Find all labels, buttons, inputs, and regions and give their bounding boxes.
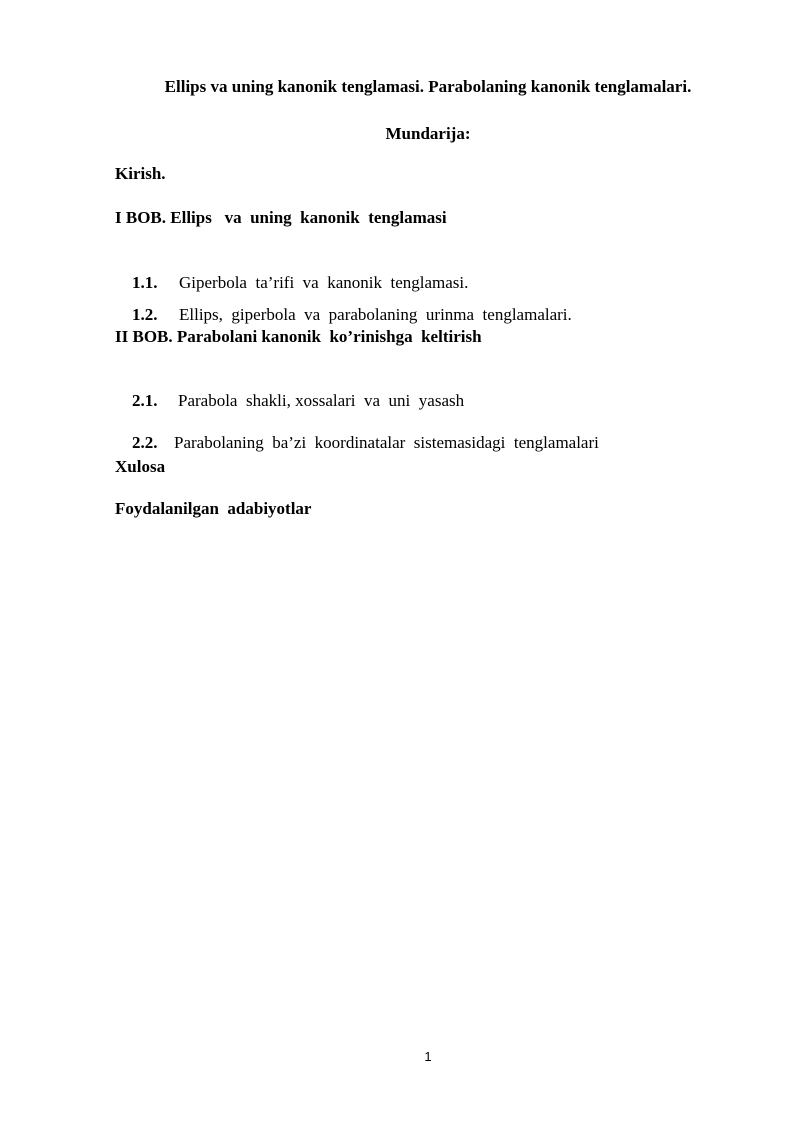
toc-section-number: 1.1. xyxy=(132,273,158,292)
toc-section-number: 2.2. xyxy=(132,433,158,452)
document-title: Ellips va uning kanonik tenglamasi. Parabolaning kanonik tenglamalari. xyxy=(164,77,692,96)
toc-heading: Mundarija: xyxy=(385,124,471,143)
page-number: 1 xyxy=(424,1049,432,1064)
toc-section-label: Ellips, giperbola va parabolaning urinma tenglamalari. xyxy=(179,305,572,324)
toc-section-number: 1.2. xyxy=(132,305,158,324)
toc-entry-chapter-1: I BOB. Ellips va uning kanonik tenglamasi xyxy=(115,208,447,227)
toc-section-number: 2.1. xyxy=(132,391,158,410)
toc-entry-conclusion: Xulosa xyxy=(115,457,166,476)
toc-section-label: Giperbola ta’rifi va kanonik tenglamasi. xyxy=(179,273,469,292)
toc-entry-references: Foydalanilgan adabiyotlar xyxy=(115,499,312,518)
toc-entry-chapter-2: II BOB. Parabolani kanonik ko’rinishga keltirish xyxy=(115,327,482,346)
toc-entry-introduction: Kirish. xyxy=(115,164,166,183)
toc-section-label: Parabola shakli, xossalari va uni yasash xyxy=(178,391,465,410)
toc-section-label: Parabolaning ba’zi koordinatalar sistemasidagi tenglamalari xyxy=(174,433,599,452)
toc-entry-section-2-2 xyxy=(115,413,599,473)
